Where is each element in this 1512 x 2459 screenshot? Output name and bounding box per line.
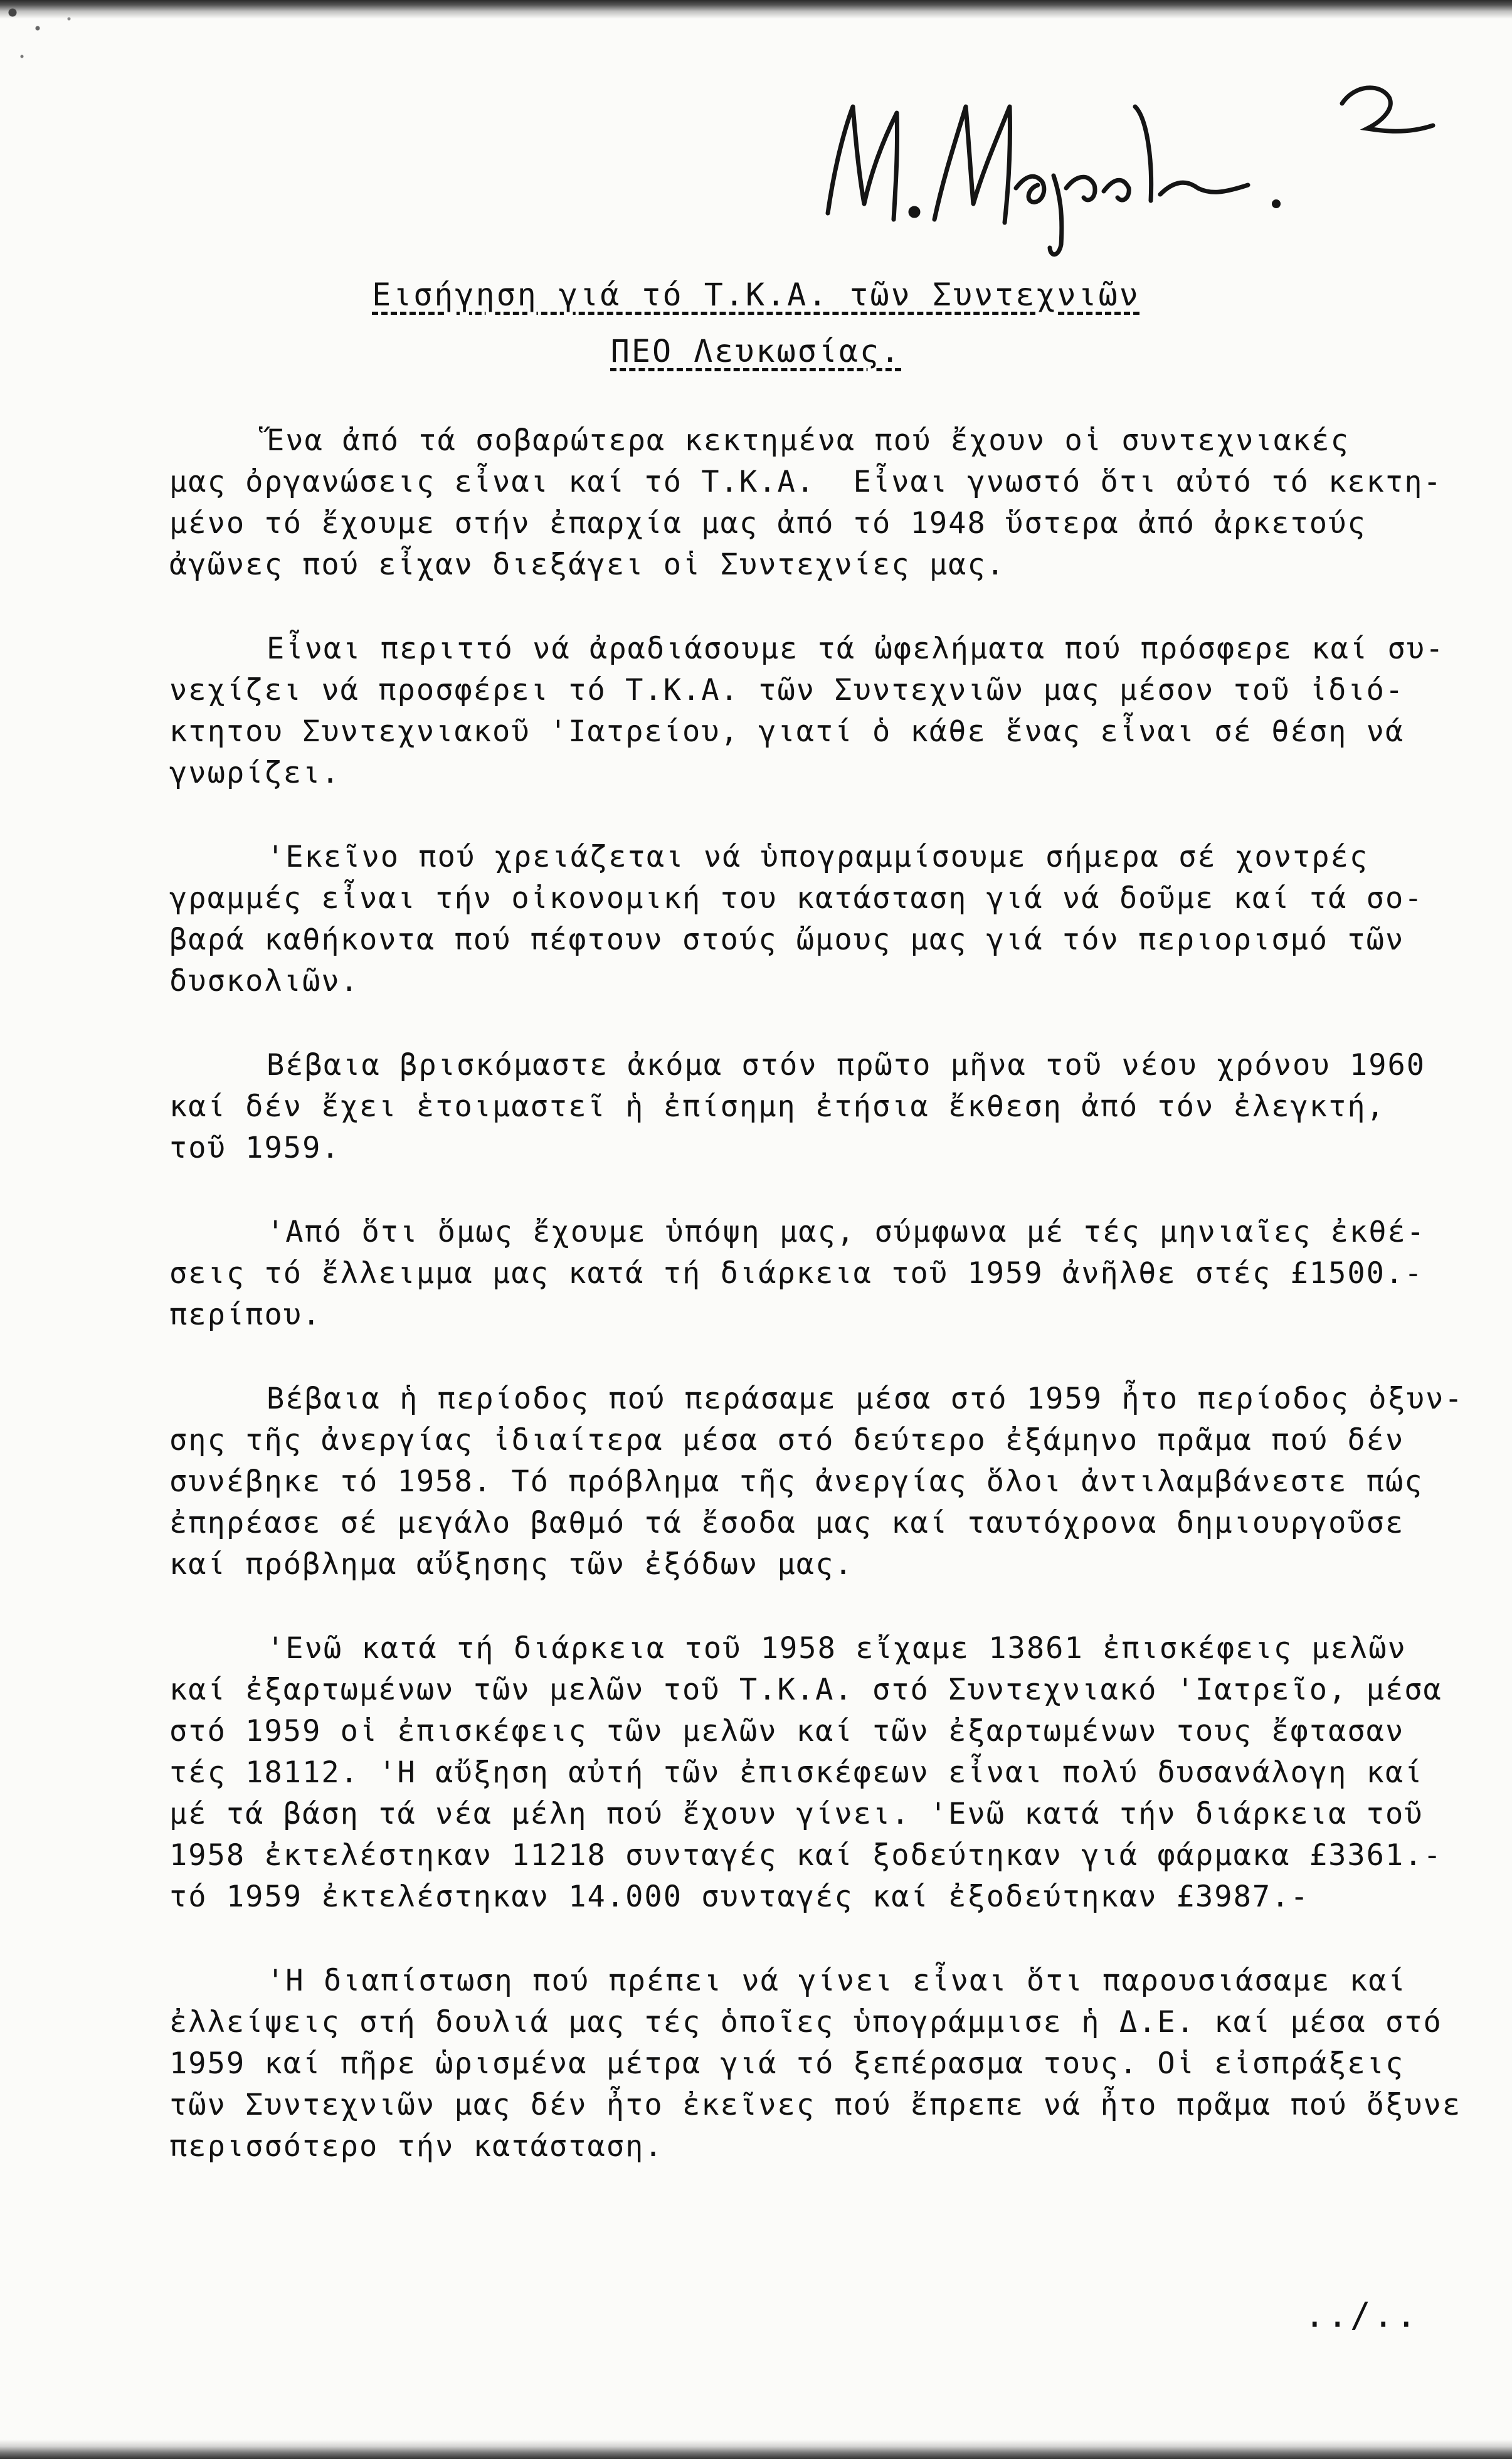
text-line: μέ τά βάση τά νέα μέλη πού ἔχουν γίνει. 'Ενῶ κατά τήν διάρκεια τοῦ (169, 1797, 1424, 1831)
text-line: Βέβαια βρισκόμαστε ἀκόμα στόν πρῶτο μῆνα τοῦ νέου χρόνου 1960 (267, 1048, 1426, 1082)
handwritten-signature (809, 69, 1311, 257)
text-line: σης τῆς ἀνεργίας ἰδιαίτερα μέσα στό δεύτερο ἐξάμηνο πρᾶμα πού δέν (169, 1423, 1405, 1457)
text-line: κτητου Συντεχνιακοῦ 'Ιατρείου, γιατί ὁ κάθε ἕνας εἶναι σέ θέση νά (169, 714, 1405, 749)
text-line: 1959 καί πῆρε ὡρισμένα μέτρα γιά τό ξεπέρασμα τους. Οἱ εἰσπράξεις (169, 2046, 1405, 2081)
scan-bottom-edge (0, 2440, 1512, 2459)
text-line: Βέβαια ἡ περίοδος πού περάσαμε μέσα στό 1959 ἦτο περίοδος ὀξυν- (267, 1382, 1464, 1416)
text-line: ἐλλείψεις στή δουλιά μας τές ὁποῖες ὑπογράμμισε ἡ Δ.Ε. καί μέσα στό (169, 2005, 1442, 2039)
scan-top-edge (0, 0, 1512, 19)
paragraph (169, 1628, 1480, 1918)
text-line: Εἶναι περιττό νά ἀραδιάσουμε τά ὠφελήματα πού πρόσφερε καί συ- (267, 632, 1445, 666)
text-line: 'Εκεῖνο πού χρειάζεται νά ὑπογραμμίσουμε σήμερα σέ χοντρές (267, 840, 1369, 874)
continuation-mark: ../.. (1304, 2295, 1419, 2335)
scan-speckle (0, 0, 94, 100)
text-line: στό 1959 οἱ ἐπισκέφεις τῶν μελῶν καί τῶν ἐξαρτωμένων τους ἔφτασαν (169, 1714, 1405, 1748)
text-line: τοῦ 1959. (169, 1131, 341, 1165)
text-line: ἀγῶνες πού εἶχαν διεξάγει οἱ Συντεχνίες μας. (169, 547, 1006, 582)
text-line: γραμμές εἶναι τήν οἰκονομική του κατάσταση γιά νά δοῦμε καί τά σο- (169, 881, 1424, 916)
paragraph (169, 1378, 1480, 1585)
text-line: γνωρίζει. (169, 756, 341, 790)
text-line: περισσότερο τήν κατάσταση. (169, 2129, 663, 2164)
text-line: τῶν Συντεχνιῶν μας δέν ἦτο ἐκεῖνες πού ἔπρεπε νά ἦτο πρᾶμα πού ὄξυνε (169, 2088, 1462, 2122)
text-line: καί δέν ἔχει ἑτοιμαστεῖ ἡ ἐπίσημη ἐτήσια ἔκθεση ἀπό τόν ἐλεγκτή, (169, 1089, 1385, 1124)
document-subtitle: ΠΕΟ Λευκωσίας. (610, 333, 902, 369)
text-line: περίπου. (169, 1298, 322, 1332)
paragraph (169, 1045, 1480, 1169)
text-line: ἐπηρέασε σέ μεγάλο βαθμό τά ἔσοδα μας καί ταυτόχρονα δημιουργοῦσε (169, 1506, 1405, 1540)
text-line: 1958 ἐκτελέστηκαν 11218 συνταγές καί ξοδεύτηκαν γιά φάρμακα £3361.- (169, 1838, 1442, 1873)
paragraph (169, 420, 1480, 586)
text-line: 'Ενῶ κατά τή διάρκεια τοῦ 1958 εἴχαμε 13861 ἐπισκέφεις μελῶν (267, 1631, 1407, 1666)
text-line: νεχίζει νά προσφέρει τό Τ.Κ.Α. τῶν Συντεχνιῶν μας μέσον τοῦ ἰδιό- (169, 673, 1405, 707)
text-line: Ἕνα ἀπό τά σοβαρώτερα κεκτημένα πού ἔχουν οἱ συντεχνιακές (267, 423, 1350, 458)
text-line: δυσκολιῶν. (169, 964, 359, 998)
paragraph (169, 1960, 1480, 2167)
text-line: καί ἐξαρτωμένων τῶν μελῶν τοῦ Τ.Κ.Α. στό Συντεχνιακό 'Ιατρεῖο, μέσα (169, 1673, 1442, 1707)
text-line: συνέβηκε τό 1958. Τό πρόβλημα τῆς ἀνεργίας ὅλοι ἀντιλαμβάνεστε πώς (169, 1464, 1424, 1499)
text-line: 'Η διαπίστωση πού πρέπει νά γίνει εἶναι ὅτι παρουσιάσαμε καί (267, 1964, 1407, 1998)
text-line: μένο τό ἔχουμε στήν ἐπαρχία μας ἀπό τό 1948 ὕστερα ἀπό ἀρκετούς (169, 506, 1367, 541)
document-title: Εισήγηση γιά τό Τ.Κ.Α. τῶν Συντεχνιῶν (372, 277, 1140, 313)
text-line: βαρά καθήκοντα πού πέφτουν στούς ὤμους μας γιά τόν περιορισμό τῶν (169, 923, 1405, 957)
text-line: καί πρόβλημα αὔξησης τῶν ἐξόδων μας. (169, 1547, 854, 1582)
text-line: μας ὀργανώσεις εἶναι καί τό Τ.Κ.Α. Εἶναι γνωστό ὅτι αὐτό τό κεκτη- (169, 465, 1442, 499)
handwritten-page-number (1330, 75, 1442, 163)
text-line: 'Από ὅτι ὅμως ἔχουμε ὑπόψη μας, σύμφωνα μέ τές μηνιαῖες ἐκθέ- (267, 1215, 1426, 1249)
text-line: σεις τό ἔλλειμμα μας κατά τή διάρκεια τοῦ 1959 ἀνῆλθε στές £1500.- (169, 1256, 1424, 1291)
paragraph (169, 628, 1480, 794)
paragraph (169, 1212, 1480, 1336)
text-line: τές 18112. 'Η αὔξηση αὐτή τῶν ἐπισκέφεων εἶναι πολύ δυσανάλογη καί (169, 1755, 1424, 1790)
document-body (169, 420, 1480, 2210)
paragraph (169, 837, 1480, 1002)
text-line: τό 1959 ἐκτελέστηκαν 14.000 συνταγές καί ἐξοδεύτηκαν £3987.- (169, 1880, 1309, 1914)
